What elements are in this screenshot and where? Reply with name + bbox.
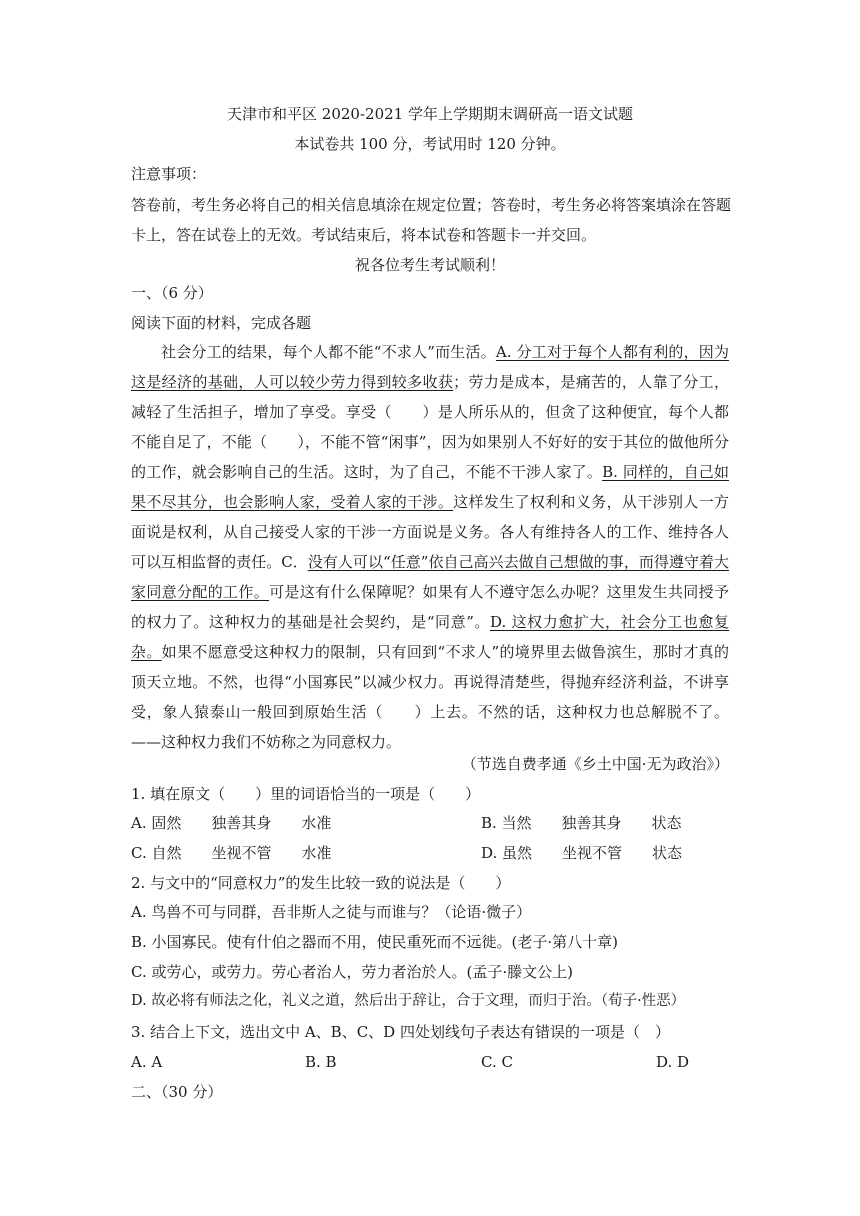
question-1-option-d: D. 虽然 坐视不管 状态	[481, 844, 683, 862]
underlined-sentence-b: B. 同样的，自己如果不尽其分，也会影响人家，受着人家的干涉。	[131, 463, 729, 511]
passage-text: 如果不愿意受这种权力的限制，只有回到“不求人”的境界里去做鲁滨生，那时才真的顶天立地。不然，也得“小国寡民”以减少权力。再说得清楚些，得抛弃经济利益，不讲享受，象人猿泰山一般回到原始生活（ ）上去。不然的话，这种权力也总解脱不了。——这种权力我们不妨称之为同意权力。	[131, 643, 729, 751]
exam-title: 天津市和平区 2020-2021 学年上学期期末调研高一语文试题	[227, 105, 633, 123]
exam-subtitle: 本试卷共 100 分，考试用时 120 分钟。	[294, 135, 566, 153]
passage-text: 可是这有什么保障呢？如果有人不遵守怎么办呢？这里发生共同授予的权力了。这种权力的基础是社会契约，是“同意”。	[131, 583, 729, 631]
underlined-sentence-c: 没有人可以“任意”依自己高兴去做自己想做的事，而得遵守着大家同意分配的工作。	[131, 553, 730, 601]
good-luck-text: 祝各位考生考试顺利！	[354, 256, 505, 274]
question-3-stem: 3. 结合上下文，选出文中 A、B、C、D 四处划线句子表达有错误的一项是（ ）	[131, 1023, 670, 1041]
question-2-option-a: A. 鸟兽不可与同群，吾非斯人之徒与而谁与？（论语·微子）	[131, 903, 532, 921]
question-1-option-a: A. 固然 独善其身 水准	[131, 814, 332, 832]
reading-passage	[131, 337, 729, 757]
question-2-stem: 2. 与文中的“同意权力”的发生比较一致的说法是（ ）	[131, 874, 511, 892]
notice-line-1: 答卷前，考生务必将自己的相关信息填涂在规定位置；答卷时，考生务必将答案填涂在答题	[131, 196, 732, 214]
question-1-option-b: B. 当然 独善其身 状态	[481, 814, 682, 832]
question-2-option-b: B. 小国寡民。使有什伯之器而不用，使民重死而不远徙。(老子·第八十章)	[131, 933, 619, 951]
question-3-option-a: A. A	[131, 1053, 163, 1071]
question-2-option-c: C. 或劳心，或劳力。劳心者治人，劳力者治於人。(孟子·滕文公上)	[131, 963, 573, 981]
passage-source: （节选自费孝通《乡土中国·无为政治》）	[461, 755, 729, 773]
section-2-heading: 二、（30 分）	[131, 1083, 223, 1101]
section-1-heading: 一、（6 分）	[131, 284, 213, 302]
passage-text: 社会分工的结果，每个人都不能“不求人”而生活。	[161, 343, 496, 361]
notice-label: 注意事项：	[131, 165, 207, 183]
question-1-option-c: C. 自然 坐视不管 水准	[131, 844, 332, 862]
question-2-option-d: D. 故必将有师法之化，礼义之道，然后出于辞让，合于文理，而归于治。（荀子·性恶）	[131, 993, 686, 1009]
underlined-sentence-a: A. 分工对于每个人都有利的，因为这是经济的基础，人可以较少劳力得到较多收获	[131, 343, 730, 391]
question-3-option-c: C. C	[481, 1053, 513, 1071]
passage-text: ；劳力是成本，是痛苦的，人靠了分工，减轻了生活担子，增加了享受。享受（ ）是人所乐从的，但贪了这种便宜，每个人都不能自足了，不能（ ），不能不管“闲事”，因为如果别人不好好的安于其位的做他所分的工作，就会影响自己的生活。这时，为了自己，不能不干涉人家了。	[131, 373, 729, 481]
question-3-option-b: B. B	[305, 1053, 337, 1071]
question-3-option-d: D. D	[656, 1053, 690, 1071]
underlined-sentence-d: D. 这权力愈扩大，社会分工也愈复杂。	[131, 613, 729, 661]
notice-line-2: 卡上，答在试卷上的无效。考试结束后，将本试卷和答题卡一并交回。	[131, 226, 597, 244]
passage-text: 这样发生了权利和义务，从干涉别人一方面说是权利，从自己接受人家的干涉一方面说是义务。各人有维持各人的工作、维持各人可以互相监督的责任。C．	[131, 493, 729, 571]
question-1-stem: 1. 填在原文（ ）里的词语恰当的一项是（ ）	[131, 785, 481, 803]
section-1-instruction: 阅读下面的材料，完成各题	[131, 314, 312, 332]
